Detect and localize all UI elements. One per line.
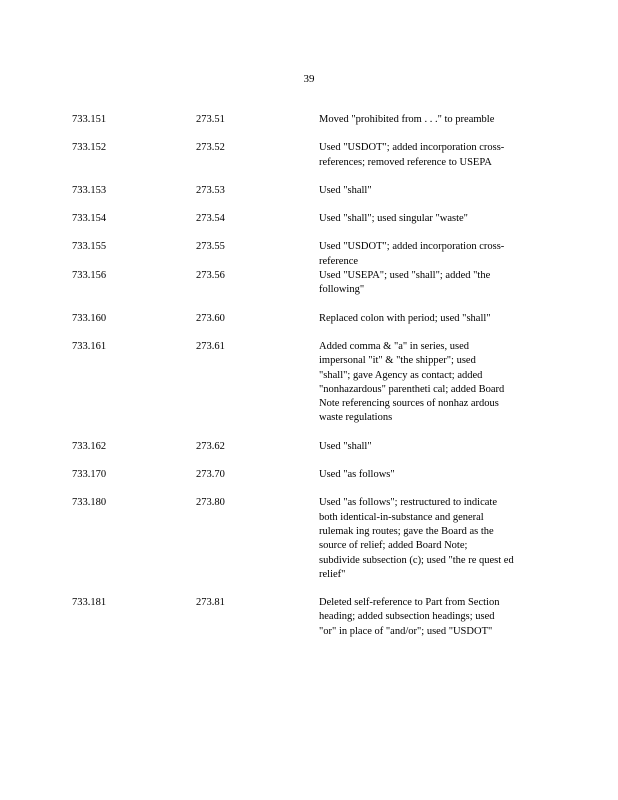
description-line: following" (319, 284, 365, 296)
change-description (319, 141, 541, 170)
description-line: "shall"; gave Agency as contact; added (319, 369, 483, 381)
page-number: 39 (303, 73, 315, 85)
description-line: both identical-in-substance and general (319, 511, 484, 523)
source-reference: 273.70 (196, 469, 225, 481)
description-line: Used "as follows"; restructured to indicate (319, 497, 497, 509)
source-reference: 273.56 (196, 270, 225, 282)
source-reference: 273.81 (196, 597, 225, 609)
section-number: 733.170 (72, 469, 107, 481)
change-description (319, 468, 541, 482)
table-row (0, 141, 618, 170)
description-line: Used "as follows" (319, 469, 395, 481)
description-line: heading; added subsection headings; used (319, 611, 495, 623)
change-description (319, 496, 541, 582)
description-line: "or" in place of "and/or"; used "USDOT" (319, 625, 493, 637)
table-row (0, 468, 618, 482)
description-line: Used "USEPA"; used "shall"; added "the (319, 270, 491, 282)
source-reference: 273.53 (196, 184, 225, 196)
description-line: reference (319, 255, 359, 267)
correlation-table (0, 113, 618, 653)
section-number: 733.153 (72, 184, 107, 196)
source-reference: 273.52 (196, 142, 225, 154)
section-number: 733.154 (72, 213, 107, 225)
table-row (0, 212, 618, 226)
description-line: subdivide subsection (c); used "the re quest ed (319, 554, 514, 566)
description-line: Used "USDOT"; added incorporation cross- (319, 142, 505, 154)
section-number: 733.155 (72, 241, 107, 253)
description-line: Note referencing sources of nonhaz ardous (319, 398, 499, 410)
description-line: waste regulations (319, 412, 393, 424)
change-description (319, 340, 541, 426)
description-line: Used "shall" (319, 440, 372, 452)
source-reference: 273.61 (196, 340, 225, 352)
description-line: Deleted self-reference to Part from Section (319, 597, 500, 609)
change-description (319, 440, 541, 454)
description-line: references; removed reference to USEPA (319, 156, 492, 168)
change-description (319, 269, 541, 298)
section-number: 733.160 (72, 312, 107, 324)
description-line: Used "shall"; used singular "waste" (319, 213, 468, 225)
section-number: 733.152 (72, 142, 107, 154)
source-reference: 273.62 (196, 440, 225, 452)
change-description (319, 596, 541, 639)
change-description (319, 212, 541, 226)
source-reference: 273.54 (196, 213, 225, 225)
section-number: 733.181 (72, 597, 107, 609)
change-description (319, 240, 541, 269)
source-reference: 273.51 (196, 114, 225, 125)
section-number: 733.180 (72, 497, 107, 509)
description-line: rulemak ing routes; gave the Board as the (319, 525, 494, 537)
description-line: Used "USDOT"; added incorporation cross- (319, 241, 505, 253)
description-line: Added comma & "a" in series, used (319, 340, 469, 352)
description-line: source of relief; added Board Note; (319, 540, 468, 552)
description-line: relief" (319, 568, 346, 580)
table-row (0, 184, 618, 198)
description-line: Replaced colon with period; used "shall" (319, 312, 491, 324)
table-row (0, 312, 618, 326)
change-description (319, 312, 541, 326)
source-reference: 273.80 (196, 497, 225, 509)
source-reference: 273.55 (196, 241, 225, 253)
table-row (0, 113, 618, 127)
section-number: 733.156 (72, 270, 107, 282)
table-row (0, 240, 618, 269)
description-line: "nonhazardous" parentheti cal; added Board (319, 383, 505, 395)
source-reference: 273.60 (196, 312, 225, 324)
table-row (0, 440, 618, 454)
table-row (0, 340, 618, 426)
description-line: impersonal "it" & "the shipper"; used (319, 355, 476, 367)
section-number: 733.162 (72, 440, 107, 452)
change-description (319, 113, 541, 127)
table-row (0, 596, 618, 639)
description-line: Used "shall" (319, 184, 372, 196)
section-number: 733.151 (72, 114, 107, 125)
section-number: 733.161 (72, 340, 107, 352)
change-description (319, 184, 541, 198)
table-row (0, 496, 618, 582)
description-line: Moved "prohibited from . . ." to preamble (319, 114, 495, 125)
table-row (0, 269, 618, 298)
